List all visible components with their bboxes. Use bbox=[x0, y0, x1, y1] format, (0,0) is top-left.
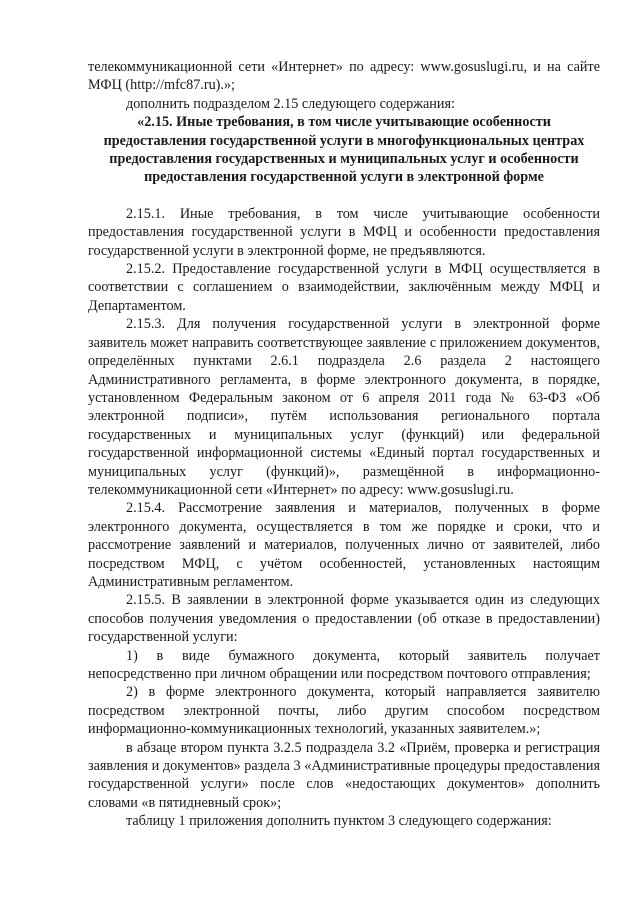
paragraph-2-15-3: 2.15.3. Для получения государственной услуги в электронной форме заявитель может направить соответствующее заявление с приложением документов, определённых пунктами 2.6.1 подраздела 2.6 раздела 2 настоящего Административного регламента, в форме электронного документа, в порядке, установленном Федеральным законом от 6 апреля 2011 года № 63-ФЗ «Об электронной подписи», путём использования регионального портала государственных и муниципальных услуг (функций) или федеральной государственной информационной системы «Единый портал государственных и муниципальных услуг (функций)», размещённой в информационно-телекоммуникационной сети «Интернет» по адресу: www.gosuslugi.ru. bbox=[88, 316, 600, 498]
add-subsection-line: дополнить подразделом 2.15 следующего содержания: bbox=[126, 95, 455, 112]
paragraph-2-15-2: 2.15.2. Предоставление государственной услуги в МФЦ осуществляется в соответствии с соглашением о взаимодействии, заключённым между МФЦ и Департаментом. bbox=[88, 261, 600, 314]
paragraph-2-15-5: 2.15.5. В заявлении в электронной форме указывается один из следующих способов получения уведомления о предоставлении (об отказе в предоставлении) государственной услуги: bbox=[88, 592, 600, 646]
section-heading: «2.15. Иные требования, в том числе учитывающие особенности предоставления государственной услуги в многофункциональных центрах предоставления государственных и муниципальных услуг и особенности предоставления государственной услуги в электронной форме bbox=[103, 114, 585, 186]
amendment-paragraph-3-2-5: в абзаце втором пункта 3.2.5 подраздела 3.2 «Приём, проверка и регистрация заявления и документов» раздела 3 «Административные процедуры предоставления государственной услуги» после слов «недостающих документов» дополнить словами «в пятидневный срок»; bbox=[88, 739, 600, 811]
paragraph-2-15-4: 2.15.4. Рассмотрение заявления и материалов, полученных в форме электронного документа, осуществляется в том же порядке и сроки, что и рассмотрение заявлений и материалов, полученных лично от заявителей, либо посредством МФЦ, с учётом особенностей, установленных настоящим Административным регламентом. bbox=[88, 500, 600, 590]
amendment-table-1: таблицу 1 приложения дополнить пунктом 3 следующего содержания: bbox=[126, 813, 552, 830]
list-item-electronic-document: 2) в форме электронного документа, который направляется заявителю посредством электронной почты, либо другим способом посредством информационно-коммуникационных технологий, указанных заявителем.»; bbox=[88, 684, 600, 738]
intro-paragraph: телекоммуникационной сети «Интернет» по адресу: www.gosuslugi.ru, и на сайте МФЦ (http://mfc87.ru).»; bbox=[88, 59, 600, 94]
list-item-paper-document: 1) в виде бумажного документа, который заявитель получает непосредственно при личном обращении или посредством почтового отправления; bbox=[88, 647, 600, 682]
document-page bbox=[88, 58, 600, 831]
paragraph-2-15-1: 2.15.1. Иные требования, в том числе учитывающие особенности предоставления государственной услуги в МФЦ и особенности предоставления государственной услуги в электронной форме, не предъявляются. bbox=[88, 205, 600, 259]
